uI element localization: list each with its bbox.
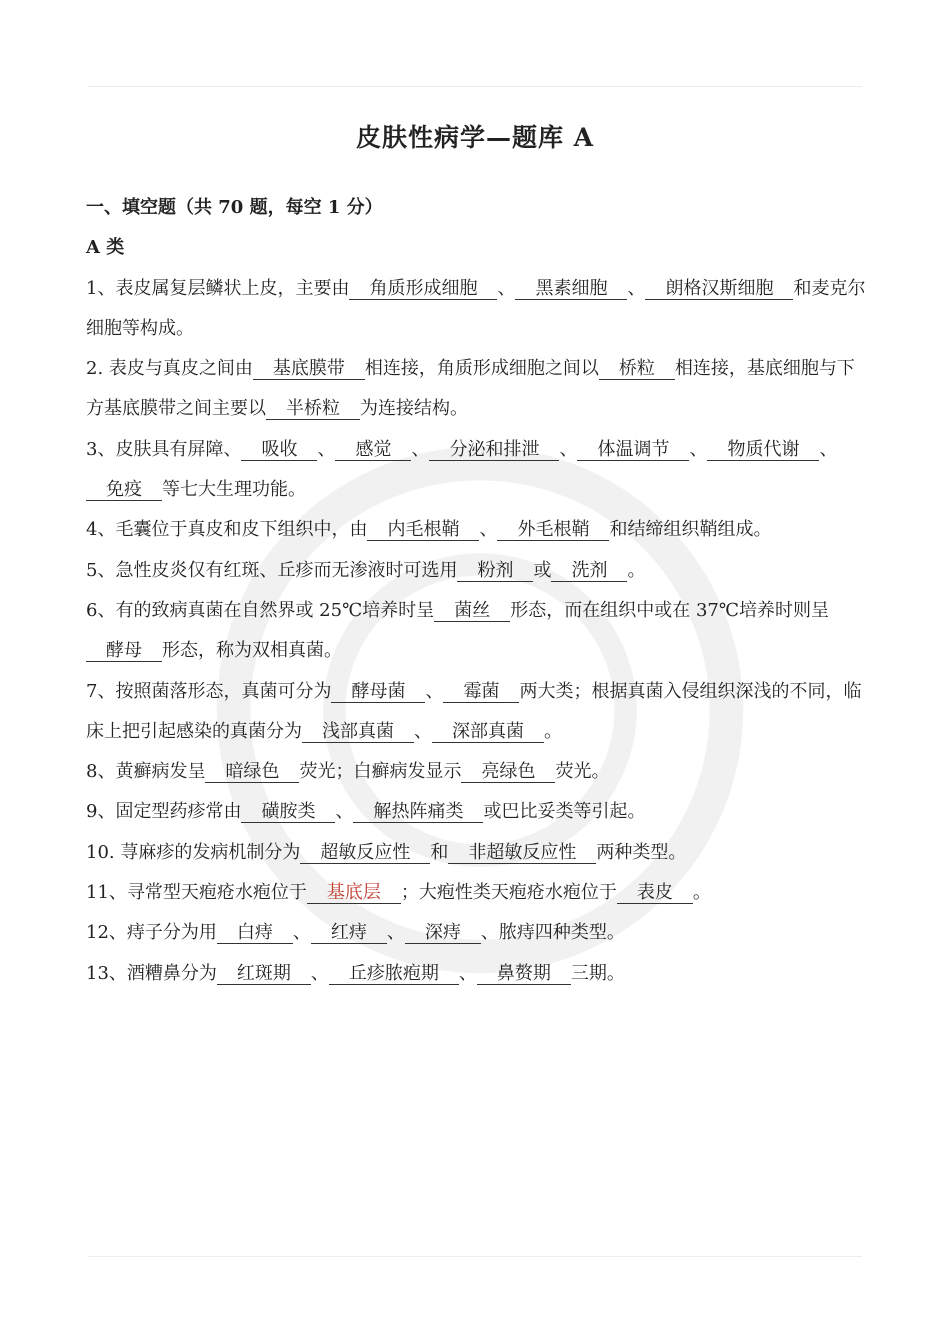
question-list [86,269,866,994]
answer-blank: 免疫 [86,479,162,501]
question-item [86,551,866,591]
answer-blank: 洗剂 [551,560,627,582]
answer-blank: 表皮 [617,882,693,904]
answer-blank: 深部真菌 [432,721,544,743]
question-text: 13、酒糟鼻分为 [86,962,217,984]
question-text: 或巴比妥类等引起。 [483,801,646,823]
answer-blank: 角质形成细胞 [349,278,497,300]
question-text: 12、痔子分为用 [86,922,217,944]
question-text: 、 [479,519,498,541]
question-item [86,349,866,430]
question-text: 、 [458,962,477,984]
answer-blank: 霉菌 [443,681,519,703]
question-text: 、 [317,438,336,460]
question-text: 、 [627,277,646,299]
answer-blank: 桥粒 [599,358,675,380]
question-text: 三期。 [570,962,625,984]
question-item [86,430,866,511]
answer-blank: 超敏反应性 [300,842,430,864]
question-text: 、 [335,801,354,823]
question-text: 相连接，基底细胞与下方基底膜带之间主要以 [86,358,855,420]
answer-blank: 丘疹脓疱期 [329,963,459,985]
question-item [86,833,866,873]
question-item [86,913,866,953]
question-item [86,269,866,350]
answer-blank: 感觉 [335,439,411,461]
question-text: 9、固定型药疹常由 [86,801,242,823]
question-text: 6、有的致病真菌在自然界或 25℃培养时呈 [86,599,435,621]
answer-blank: 半桥粒 [266,398,360,420]
question-text: 、脓痔四种类型。 [480,922,625,944]
question-text: 两大类；根据真菌入侵组织深浅的不同，临床上把引起感染的真菌分为 [86,680,862,742]
answer-blank: 红痔 [311,922,387,944]
question-text: 。 [544,720,562,742]
answer-blank: 解热阵痛类 [353,801,483,823]
answer-blank: 吸收 [241,439,317,461]
answer-blank: 黑素细胞 [515,278,627,300]
question-text: 两种类型。 [596,841,687,863]
question-text: 为连接结构。 [360,398,468,420]
answer-blank: 粉剂 [457,560,533,582]
answer-blank: 基底膜带 [253,358,365,380]
question-text: 、 [292,922,311,944]
top-divider [88,86,862,87]
question-text: 、 [819,438,838,460]
question-text: 、 [411,438,430,460]
answer-blank: 非超敏反应性 [448,842,596,864]
question-text: 形态，称为双相真菌。 [162,640,342,662]
question-text: 11、寻常型天疱疮水疱位于 [86,882,307,904]
question-text: 荧光；白癣病发显示 [299,761,462,783]
question-item [86,510,866,550]
question-item [86,954,866,994]
answer-blank: 体温调节 [577,439,689,461]
question-text: 7、按照菌落形态，真菌可分为 [86,680,332,702]
answer-blank: 分泌和排泄 [429,439,559,461]
question-text: 、 [386,922,405,944]
question-text: 10. 荨麻疹的发病机制分为 [86,841,301,863]
question-text: 或 [533,559,552,581]
question-item [86,672,866,753]
question-item [86,591,866,672]
question-text: 相连接，角质形成细胞之间以 [364,358,599,380]
answer-blank: 基底层 [307,882,401,904]
question-item [86,752,866,792]
section-heading: 一、填空题（共 70 题，每空 1 分） [86,197,383,218]
question-text: 和结缔组织鞘组成。 [609,519,772,541]
question-text: 等七大生理功能。 [162,479,306,501]
answer-blank: 亮绿色 [461,761,555,783]
bottom-divider [88,1256,862,1257]
answer-blank: 外毛根鞘 [497,519,609,541]
question-text: 8、黄癣病发呈 [86,761,206,783]
question-text: 荧光。 [555,761,610,783]
question-text: 、 [310,962,329,984]
answer-blank: 内毛根鞘 [367,519,479,541]
answer-blank: 朗格汉斯细胞 [645,278,793,300]
question-text: 、 [559,438,578,460]
question-item [86,792,866,832]
question-text: 、 [689,438,708,460]
answer-blank: 物质代谢 [707,439,819,461]
answer-blank: 菌丝 [434,600,510,622]
question-text: ；大疱性类天疱疮水疱位于 [400,882,617,904]
answer-blank: 酵母菌 [331,681,425,703]
question-item [86,873,866,913]
answer-blank: 浅部真菌 [302,721,414,743]
question-text: 和 [430,841,449,863]
question-text: 形态，而在组织中或在 37℃培养时则呈 [510,599,829,621]
question-text: 3、皮肤具有屏障、 [86,438,242,460]
answer-blank: 红斑期 [217,963,311,985]
question-text: 、 [497,277,516,299]
answer-blank: 白痔 [217,922,293,944]
answer-blank: 暗绿色 [205,761,299,783]
document-body [86,188,866,994]
answer-blank: 酵母 [86,640,162,662]
question-text: 4、毛囊位于真皮和皮下组织中，由 [86,519,368,541]
subsection-heading: A 类 [86,237,125,259]
question-text: 5、急性皮炎仅有红斑、丘疹而无渗液时可选用 [86,559,458,581]
answer-blank: 深痔 [405,922,481,944]
question-text: 、 [425,680,444,702]
answer-blank: 磺胺类 [241,801,335,823]
question-text: 和麦克尔细胞等构成。 [86,277,866,339]
question-text: 。 [692,882,711,904]
page-title: 皮肤性病学—题库 A [355,123,595,152]
question-text: 2. 表皮与真皮之间由 [86,358,253,380]
question-text: 。 [627,559,646,581]
question-text: 、 [414,720,432,742]
question-text: 1、表皮属复层鳞状上皮，主要由 [86,277,350,299]
answer-blank: 鼻赘期 [477,963,571,985]
